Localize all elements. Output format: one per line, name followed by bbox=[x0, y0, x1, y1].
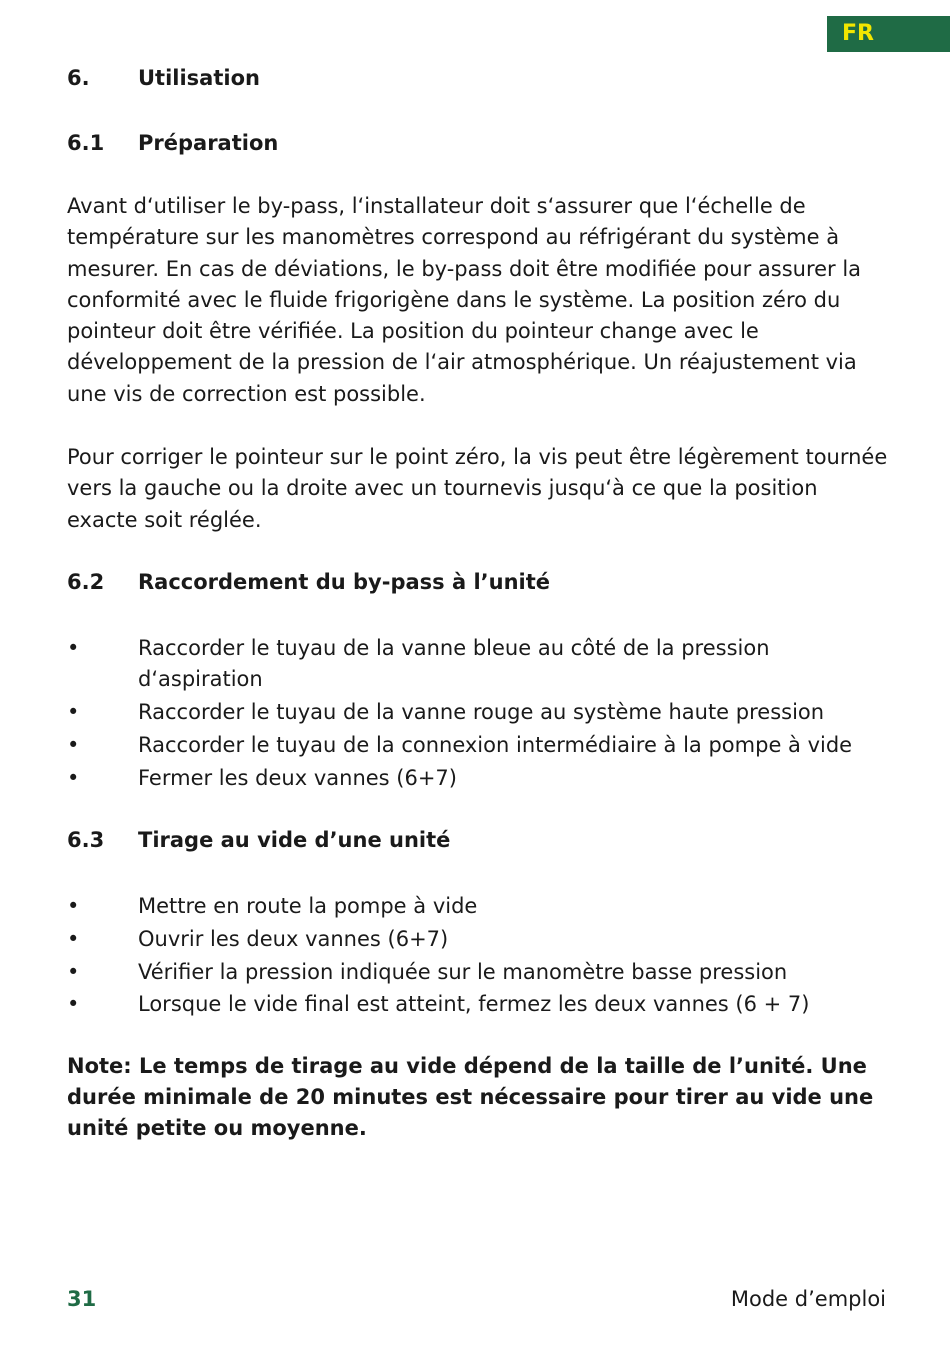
list-item bbox=[67, 891, 892, 922]
bullet-icon: • bbox=[67, 732, 80, 757]
list-item-text: Lorsque le vide final est atteint, fermez les deux vannes (6 + 7) bbox=[138, 992, 810, 1017]
list-item bbox=[67, 633, 892, 696]
bullet-icon: • bbox=[67, 959, 80, 984]
bullet-list-evacuation bbox=[67, 891, 892, 1021]
section-heading-6-2 bbox=[67, 566, 892, 598]
section-title: Tirage au vide d’une unité bbox=[138, 827, 451, 852]
section-title: Utilisation bbox=[138, 66, 260, 90]
bullet-icon: • bbox=[67, 635, 80, 660]
page-number: 31 bbox=[67, 1287, 97, 1311]
bullet-icon: • bbox=[67, 700, 80, 725]
section-heading-6-3 bbox=[67, 824, 892, 856]
list-item-text: Fermer les deux vannes (6+7) bbox=[138, 765, 457, 790]
section-heading-6-1 bbox=[67, 127, 892, 159]
note-paragraph: Note: Le temps de tirage au vide dépend de la taille de l’unité. Une durée minimale de 20 minutes est nécessaire pour tirer au vide une unité petite ou moyenne. bbox=[67, 1053, 874, 1141]
language-badge: FR bbox=[827, 16, 950, 52]
list-item-text: Raccorder le tuyau de la vanne rouge au système haute pression bbox=[138, 700, 825, 725]
list-item bbox=[67, 924, 892, 955]
list-item bbox=[67, 763, 892, 794]
section-number: 6.1 bbox=[67, 131, 105, 155]
list-item-text: Raccorder le tuyau de la connexion intermédiaire à la pompe à vide bbox=[138, 732, 853, 757]
bullet-list-connection bbox=[67, 633, 892, 794]
section-number: 6.3 bbox=[67, 827, 105, 852]
list-item bbox=[67, 697, 892, 728]
bullet-icon: • bbox=[67, 893, 80, 918]
paragraph-zero-correction: Pour corriger le pointeur sur le point zéro, la vis peut être légèrement tournée vers la gauche ou la droite avec un tournevis jusqu‘à ce que la position exacte soit réglée. bbox=[67, 445, 888, 532]
bullet-icon: • bbox=[67, 926, 80, 951]
list-item-text: Raccorder le tuyau de la vanne bleue au côté de la pression d‘aspiration bbox=[138, 635, 770, 692]
list-item-text: Mettre en route la pompe à vide bbox=[138, 893, 478, 918]
list-item bbox=[67, 730, 892, 761]
list-item bbox=[67, 957, 892, 988]
list-item-text: Vérifier la pression indiquée sur le manomètre basse pression bbox=[138, 959, 788, 984]
section-heading-6 bbox=[67, 62, 892, 94]
section-number: 6. bbox=[67, 66, 90, 90]
list-item-text: Ouvrir les deux vannes (6+7) bbox=[138, 926, 449, 951]
section-number: 6.2 bbox=[67, 569, 105, 594]
section-title: Préparation bbox=[138, 131, 279, 155]
bullet-icon: • bbox=[67, 992, 80, 1017]
list-item bbox=[67, 989, 892, 1020]
bullet-icon: • bbox=[67, 765, 80, 790]
paragraph-preparation: Avant d‘utiliser le by-pass, l‘installateur doit s‘assurer que l‘échelle de température sur les manomètres correspond au réfrigérant du système à mesurer. En cas de déviations, le by-pass doit être modifiée pour assurer la conformité avec le fluide frigorigène dans le système. La position zéro du pointeur doit être vérifiée. La position du pointeur change avec le développement de la pression de l‘air atmosphérique. Un réajustement via une vis de correction est possible. bbox=[67, 194, 862, 406]
page-content bbox=[67, 62, 892, 1145]
section-title: Raccordement du by-pass à l’unité bbox=[138, 569, 551, 594]
footer-doc-title: Mode d’emploi bbox=[730, 1287, 886, 1311]
